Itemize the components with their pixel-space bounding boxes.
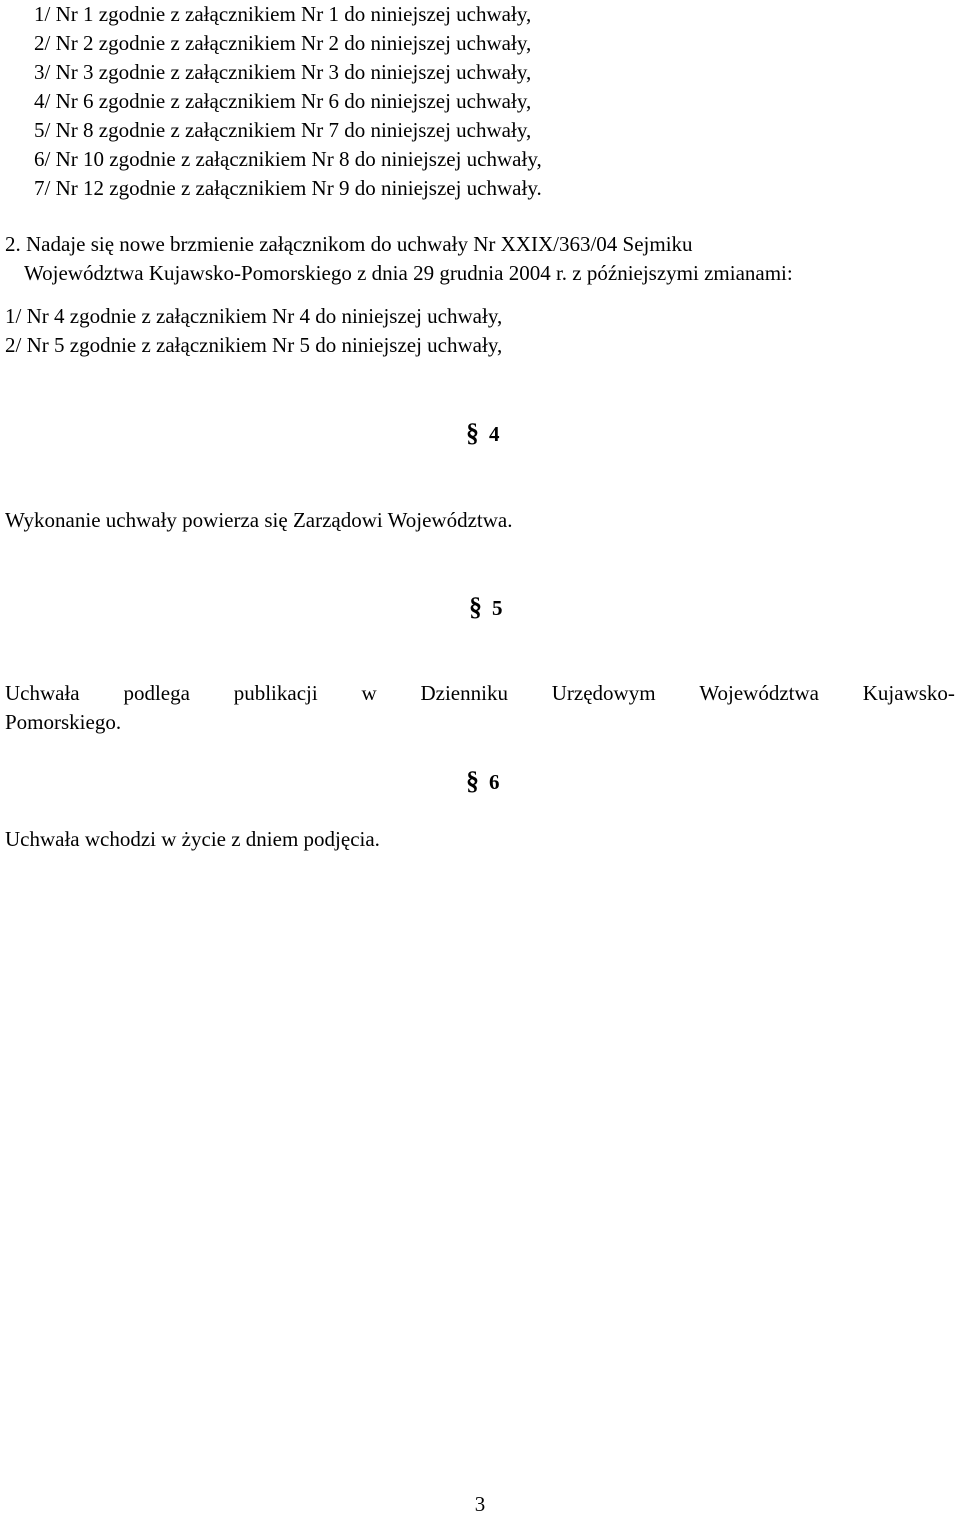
- word: Dzienniku: [420, 681, 508, 705]
- paragraph-sign-icon: §: [466, 418, 479, 447]
- list-item: 2/ Nr 5 zgodnie z załącznikiem Nr 5 do niniejszej uchwały,: [5, 333, 503, 357]
- word: w: [361, 681, 377, 705]
- point-2-line-1: 2. Nadaje się nowe brzmienie załącznikom do uchwały Nr XXIX/363/04 Sejmiku: [5, 232, 693, 256]
- list-item: 3/ Nr 3 zgodnie z załącznikiem Nr 3 do niniejszej uchwały,: [34, 60, 532, 84]
- list-item: 1/ Nr 1 zgodnie z załącznikiem Nr 1 do niniejszej uchwały,: [34, 2, 532, 26]
- page-number: 3: [474, 1492, 486, 1516]
- section-number: 5: [492, 596, 503, 620]
- list-item: 7/ Nr 12 zgodnie z załącznikiem Nr 9 do niniejszej uchwały.: [34, 176, 542, 200]
- word: Uchwała: [5, 681, 80, 705]
- list-item: 6/ Nr 10 zgodnie z załącznikiem Nr 8 do niniejszej uchwały,: [34, 147, 542, 171]
- section-number: 4: [489, 422, 500, 446]
- section-5-text-line-1: [5, 679, 955, 708]
- word: publikacji: [233, 681, 318, 705]
- section-number: 6: [489, 770, 500, 794]
- list-item: 4/ Nr 6 zgodnie z załącznikiem Nr 6 do niniejszej uchwały,: [34, 89, 532, 113]
- section-5-heading: [469, 592, 503, 623]
- word: Kujawsko-: [862, 681, 955, 705]
- paragraph-sign-icon: §: [466, 766, 479, 795]
- list-item: 1/ Nr 4 zgodnie z załącznikiem Nr 4 do niniejszej uchwały,: [5, 304, 503, 328]
- word: Urzędowym: [551, 681, 656, 705]
- paragraph-sign-icon: §: [469, 592, 482, 621]
- point-2-line-2: Województwa Kujawsko-Pomorskiego z dnia 29 grudnia 2004 r. z późniejszymi zmianami:: [24, 261, 793, 285]
- section-4-heading: [466, 418, 500, 449]
- section-6-text: Uchwała wchodzi w życie z dniem podjęcia.: [5, 827, 380, 851]
- list-item: 5/ Nr 8 zgodnie z załącznikiem Nr 7 do niniejszej uchwały,: [34, 118, 532, 142]
- word: Województwa: [699, 681, 819, 705]
- section-5-text-line-2: Pomorskiego.: [5, 710, 122, 734]
- word: podlega: [123, 681, 190, 705]
- list-item: 2/ Nr 2 zgodnie z załącznikiem Nr 2 do niniejszej uchwały,: [34, 31, 532, 55]
- section-6-heading: [466, 766, 500, 797]
- section-4-text: Wykonanie uchwały powierza się Zarządowi Województwa.: [5, 508, 513, 532]
